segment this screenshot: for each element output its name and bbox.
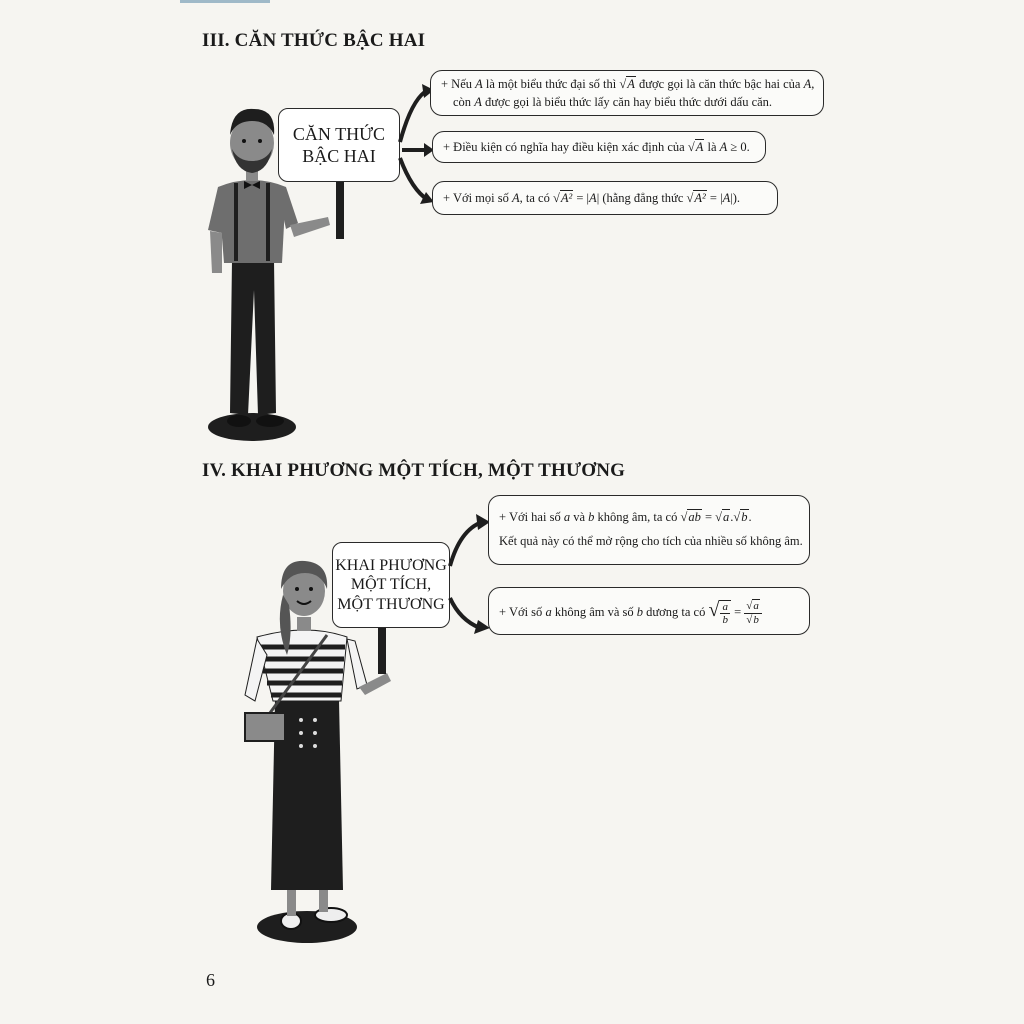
callout-khai-phuong-thuong: + Với số a không âm và số b dương ta có √ $\frac{a}{b}$ = $\frac{√a}{√b}$ [488, 587, 810, 635]
callout-khai-phuong-tich: + Với hai số a và b không âm, ta có √ab = √a.√b. Kết quả này có thể mở rộng cho tích của nhiều số không âm. [488, 495, 810, 565]
section-3-title: III. CĂN THỨC BẬC HAI [202, 30, 426, 51]
sign-pole [336, 175, 344, 239]
section-4-title: IV. KHAI PHƯƠNG MỘT TÍCH, MỘT THƯƠNG [202, 460, 626, 481]
callout-can-thuc-definition: + Nếu A là một biểu thức đại số thì √A được gọi là căn thức bậc hai của A, còn A được gọi là biểu thức lấy căn hay biểu thức dưới dấu căn. [430, 70, 824, 116]
sign-board-khai-phuong [332, 542, 450, 628]
callout-dieu-kien: + Điều kiện có nghĩa hay điều kiện xác định của √A là A ≥ 0. [432, 131, 766, 163]
sign-line: MỘT THƯƠNG [337, 595, 445, 613]
sign-line: MỘT TÍCH, [350, 576, 432, 594]
page-number: 6 [206, 970, 215, 990]
callout-hang-dang-thuc: + Với mọi số A, ta có √A² = |A| (hằng đẳng thức √A² = |A|). [432, 181, 778, 215]
sign-board-can-thuc [278, 108, 400, 182]
page-edge-decoration [180, 0, 270, 3]
sign-line: KHAI PHƯƠNG [335, 556, 447, 574]
sign-line: CĂN THỨC [292, 123, 386, 144]
sign-line: BẬC HAI [302, 146, 376, 166]
